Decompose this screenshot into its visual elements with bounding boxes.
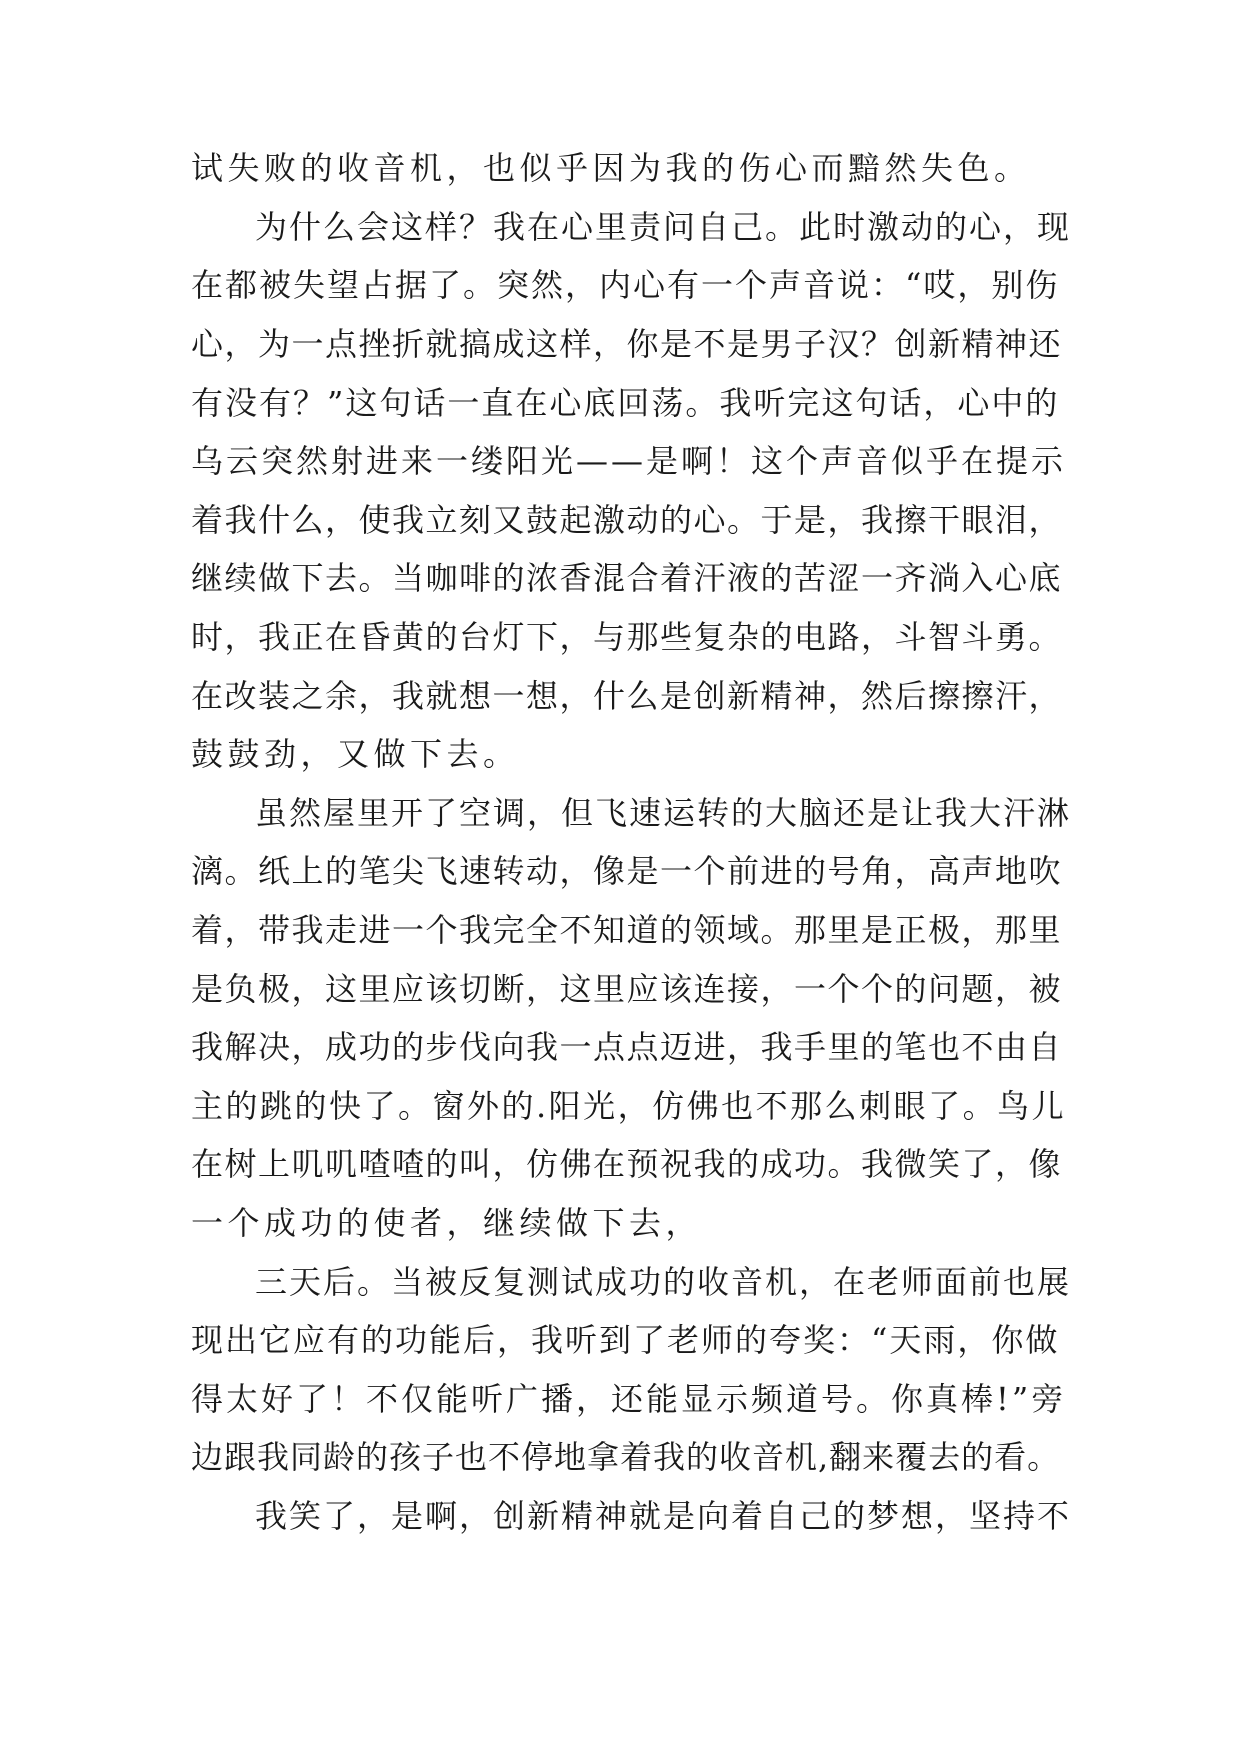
text-line: 有没有？”这句话一直在心底回荡。我听完这句话，心中的 bbox=[191, 384, 1060, 422]
text-line: 现出它应有的功能后，我听到了老师的夸奖：“天雨，你做 bbox=[191, 1321, 1060, 1359]
text-line: 继续做下去。当咖啡的浓香混合着汗液的苦涩一齐淌入心底 bbox=[191, 559, 1063, 597]
text-line: 在改装之余，我就想一想，什么是创新精神，然后擦擦汗， bbox=[191, 677, 1063, 715]
text-line: 主的跳的快了。窗外的.阳光，仿佛也不那么刺眼了。鸟儿 bbox=[191, 1087, 1067, 1125]
text-line: 得太好了！不仅能听广播，还能显示频道号。你真棒!”旁 bbox=[191, 1380, 1067, 1418]
text-line: 在都被失望占据了。突然，内心有一个声音说：“哎，别伤 bbox=[191, 266, 1060, 304]
text-line: 时，我正在昏黄的台灯下，与那些复杂的电路，斗智斗勇。 bbox=[191, 618, 1063, 656]
text-line: 我笑了，是啊，创新精神就是向着自己的梦想，坚持不 bbox=[255, 1497, 1072, 1535]
text-line: 漓。纸上的笔尖飞速转动，像是一个前进的号角，高声地吹 bbox=[191, 852, 1063, 890]
text-line: 着我什么，使我立刻又鼓起激动的心。于是，我擦干眼泪， bbox=[191, 501, 1063, 539]
text-line: 是负极，这里应该切断，这里应该连接，一个个的问题，被 bbox=[191, 970, 1063, 1008]
text-line: 乌云突然射进来一缕阳光——是啊！这个声音似乎在提示 bbox=[191, 442, 1067, 480]
text-line: 在树上叽叽喳喳的叫，仿佛在预祝我的成功。我微笑了，像 bbox=[191, 1145, 1063, 1183]
text-line: 着，带我走进一个我完全不知道的领域。那里是正极，那里 bbox=[191, 911, 1063, 949]
text-line: 我解决，成功的步伐向我一点点迈进，我手里的笔也不由自 bbox=[191, 1028, 1063, 1066]
text-line: 一个成功的使者，继续做下去， bbox=[191, 1204, 703, 1242]
text-line: 虽然屋里开了空调，但飞速运转的大脑还是让我大汗淋 bbox=[255, 794, 1072, 832]
text-line: 边跟我同龄的孩子也不停地拿着我的收音机,翻来覆去的看。 bbox=[191, 1438, 1061, 1476]
text-line: 心，为一点挫折就搞成这样，你是不是男子汉？创新精神还 bbox=[191, 325, 1063, 363]
text-line: 试失败的收音机，也似乎因为我的伤心而黯然失色。 bbox=[191, 149, 1031, 187]
text-line: 三天后。当被反复测试成功的收音机，在老师面前也展 bbox=[255, 1263, 1072, 1301]
text-line: 为什么会这样？我在心里责问自己。此时激动的心，现 bbox=[255, 208, 1072, 246]
text-line: 鼓鼓劲，又做下去。 bbox=[191, 735, 520, 773]
